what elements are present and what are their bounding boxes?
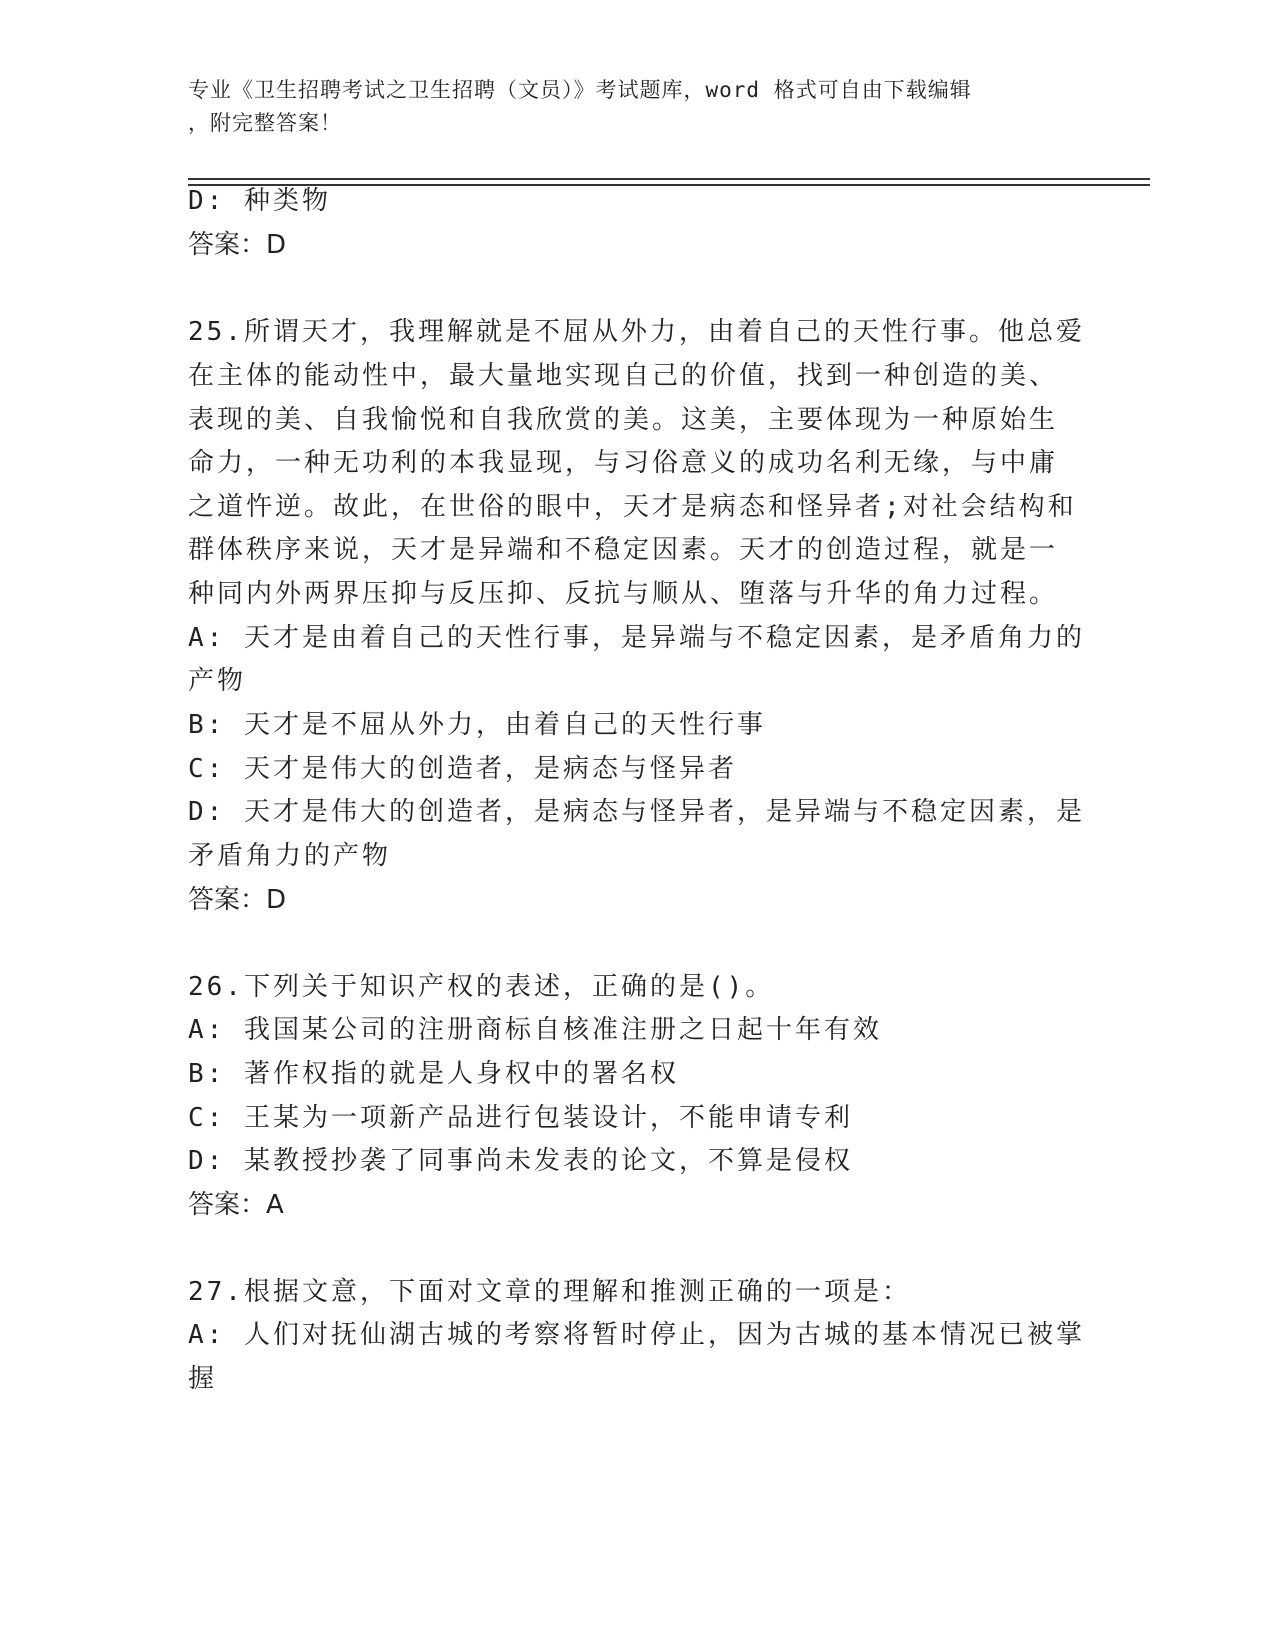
header-divider-top (188, 178, 1150, 180)
q25-stem-line: 群体秩序来说，天才是异端和不稳定因素。天才的创造过程，就是一 (188, 535, 1059, 565)
q27-option-a: A: 人们对抚仙湖古城的考察将暂时停止，因为古城的基本情况已被掌 (188, 1320, 1085, 1350)
q26-stem: 26.下列关于知识产权的表述，正确的是()。 (188, 972, 775, 1002)
q25-stem-line: 命力，一种无功利的本我显现，与习俗意义的成功名利无缘，与中庸 (188, 448, 1059, 478)
q26-option-d: D: 某教授抄袭了同事尚未发表的论文，不算是侵权 (188, 1146, 853, 1176)
q24-answer: 答案：D (188, 230, 287, 260)
q25-option-d-cont: 矛盾角力的产物 (188, 841, 392, 871)
q27-option-a-cont: 握 (188, 1364, 218, 1394)
q25-stem-line: 种同内外两界压抑与反压抑、反抗与顺从、堕落与升华的角力过程。 (188, 579, 1059, 609)
q26-option-b: B: 著作权指的就是人身权中的署名权 (188, 1059, 679, 1089)
q26-answer: 答案：A (188, 1190, 284, 1220)
q25-stem-line: 之道忤逆。故此，在世俗的眼中，天才是病态和怪异者;对社会结构和 (188, 492, 1077, 522)
header-line-2: ，附完整答案！ (188, 111, 342, 135)
q24-option-d: D: 种类物 (188, 186, 331, 216)
header-divider-bottom (188, 184, 1150, 186)
q25-stem-line: 25.所谓天才，我理解就是不屈从外力，由着自己的天性行事。他总爱 (188, 317, 1085, 347)
header-line-1: 专业《卫生招聘考试之卫生招聘（文员）》考试题库，word 格式可自由下载编辑 (188, 78, 972, 102)
q25-option-b: B: 天才是不屈从外力，由着自己的天性行事 (188, 710, 766, 740)
q26-option-c: C: 王某为一项新产品进行包装设计，不能申请专利 (188, 1103, 853, 1133)
q25-answer: 答案：D (188, 885, 287, 915)
q25-option-a-cont: 产物 (188, 666, 247, 696)
q25-option-a: A: 天才是由着自己的天性行事，是异端与不稳定因素，是矛盾角力的 (188, 623, 1085, 653)
q26-option-a: A: 我国某公司的注册商标自核准注册之日起十年有效 (188, 1015, 882, 1045)
q25-option-d: D: 天才是伟大的创造者，是病态与怪异者，是异端与不稳定因素，是 (188, 797, 1085, 827)
q25-option-c: C: 天才是伟大的创造者，是病态与怪异者 (188, 754, 737, 784)
document-header (188, 74, 1068, 140)
q27-stem: 27.根据文意，下面对文章的理解和推测正确的一项是： (188, 1277, 911, 1307)
q25-stem-line: 表现的美、自我愉悦和自我欣赏的美。这美，主要体现为一种原始生 (188, 405, 1059, 435)
q25-stem-line: 在主体的能动性中，最大量地实现自己的价值，找到一种创造的美、 (188, 361, 1059, 391)
